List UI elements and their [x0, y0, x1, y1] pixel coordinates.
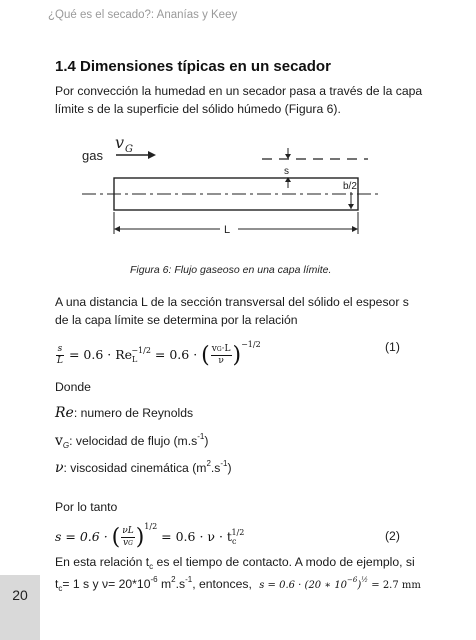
p3-line2-sup3: -1	[185, 575, 193, 584]
def-nu-unit-sup: 2	[206, 459, 211, 468]
def-vg-symbol: v	[55, 433, 63, 449]
eq2-sup2: 1/2	[231, 528, 245, 537]
def-vg-unit-sup: -1	[197, 432, 205, 441]
def-nu-symbol: ν	[55, 460, 64, 476]
p3-line2-sup: -6	[150, 575, 158, 584]
eq2-frac-den: v	[123, 538, 129, 548]
p3-line2-sub: c	[58, 584, 63, 593]
eq1-frac-num-tail: ·L	[221, 344, 231, 354]
paragraph-intro: Por convección la humedad en un secador pasa a través de la capa límite s de la superficie del sólido húmedo (Figura 6).	[55, 84, 423, 116]
eq2-frac-den-sub: G	[128, 540, 133, 547]
p3-inline-equation	[259, 576, 421, 591]
definition-reynolds	[55, 405, 193, 421]
L-label: L	[224, 224, 231, 236]
eq1-reynolds: = 0.6 · Re	[68, 347, 133, 362]
equation-2-number: (2)	[385, 529, 400, 543]
s-arrowhead-top	[285, 154, 291, 159]
equation-1-number: (1)	[385, 340, 400, 354]
eq2-lhs: s = 0.6 ·	[55, 529, 108, 544]
eq1-reynolds-sup: −1/2	[131, 346, 151, 355]
page-number-tab	[0, 575, 40, 640]
p3-line2-c: m	[157, 577, 172, 591]
running-header: ¿Qué es el secado?: Ananías y Keey	[48, 9, 238, 21]
gas-arrow-head	[148, 151, 156, 159]
eq2-sup1: 1/2	[144, 522, 158, 531]
p3-inline-eq-sup2: ½	[361, 576, 369, 584]
p3-line1-sub: c	[149, 562, 154, 571]
section-title: 1.4 Dimensiones típicas en un secador	[55, 58, 331, 75]
p3-line1-tail: es el tiempo de contacto. A modo de ejemplo, si	[153, 555, 415, 569]
eq1-outer-sup: −1/2	[241, 340, 261, 349]
eq1-frac-num-sub: G	[216, 346, 222, 353]
paragraph-example-line2	[55, 571, 421, 598]
L-arrowhead-left	[114, 226, 120, 232]
p3-line2-b: = 1 s y ν= 20*10	[62, 577, 151, 591]
eq2-mid: = 0.6 · ν · t	[161, 529, 232, 544]
s-label: s	[284, 166, 289, 177]
p3-line1: En esta relación t	[55, 555, 150, 569]
eq2-frac-num: νL	[122, 526, 134, 536]
p3-line2-sup2: 2	[171, 575, 176, 584]
eq1-lhs-num: s	[57, 344, 63, 354]
def-nu-tail: )	[227, 461, 232, 475]
eq1-frac-num: v	[211, 344, 217, 354]
def-vg-tail: )	[204, 434, 209, 448]
eq1-lhs-den: L	[57, 356, 63, 366]
eq1-second-equals: = 0.6 ·	[154, 347, 198, 362]
eq2-mid-sub: c	[231, 537, 237, 546]
b2-label: b/2	[343, 181, 357, 192]
vg-label-sub: G	[125, 144, 133, 155]
equation-1	[55, 340, 261, 368]
equation-2	[55, 522, 244, 550]
eq2-left-paren: (	[111, 525, 121, 550]
donde-label: Donde	[55, 380, 91, 394]
p3-line2-d: .s	[175, 577, 186, 591]
eq1-lhs-fraction	[56, 344, 64, 367]
figure-caption: Figura 6: Flujo gaseoso en una capa límite.	[130, 264, 332, 276]
def-nu-text: : viscosidad cinemática (m	[63, 461, 207, 475]
paragraph-relation: A una distancia L de la sección transversal del sólido el espesor s de la capa límite se determina por la relación	[55, 295, 409, 327]
def-re-text: : numero de Reynolds	[73, 406, 194, 420]
eq1-frac-den: ν	[218, 356, 224, 366]
def-nu-unit-sup2: -1	[220, 459, 228, 468]
definition-viscosity	[55, 459, 232, 476]
p3-inline-eq-a: s = 0.6 · (20 ∗ 10	[259, 580, 348, 591]
eq1-reynolds-sub: L	[132, 355, 138, 364]
def-nu-tail2: .s	[210, 461, 221, 475]
L-arrowhead-right	[352, 226, 358, 232]
por-lo-tanto-label: Por lo tanto	[55, 500, 118, 514]
p3-inline-eq-c: = 2.7 mm	[368, 580, 421, 591]
def-re-symbol: Re	[55, 405, 74, 421]
eq1-right-paren: )	[232, 343, 242, 368]
vg-label: v	[115, 133, 125, 152]
eq1-left-paren: (	[201, 343, 210, 368]
gas-label: gas	[82, 148, 103, 163]
def-vg-sub: G	[62, 441, 70, 450]
definition-velocity	[55, 432, 208, 450]
eq1-velocity-fraction	[211, 344, 232, 367]
figure-boundary-layer	[80, 130, 380, 245]
p3-inline-eq-b: )	[357, 580, 362, 591]
eq2-right-paren: )	[135, 525, 145, 550]
b2-arrowhead	[348, 204, 354, 209]
def-vg-text: : velocidad de flujo (m.s	[69, 434, 198, 448]
p3-line2-a: t	[55, 577, 59, 591]
page-number: 20	[12, 587, 28, 603]
eq2-fraction	[121, 526, 134, 549]
p3-inline-eq-sup: −6	[347, 576, 358, 584]
p3-line2-e: , entonces,	[192, 577, 252, 591]
